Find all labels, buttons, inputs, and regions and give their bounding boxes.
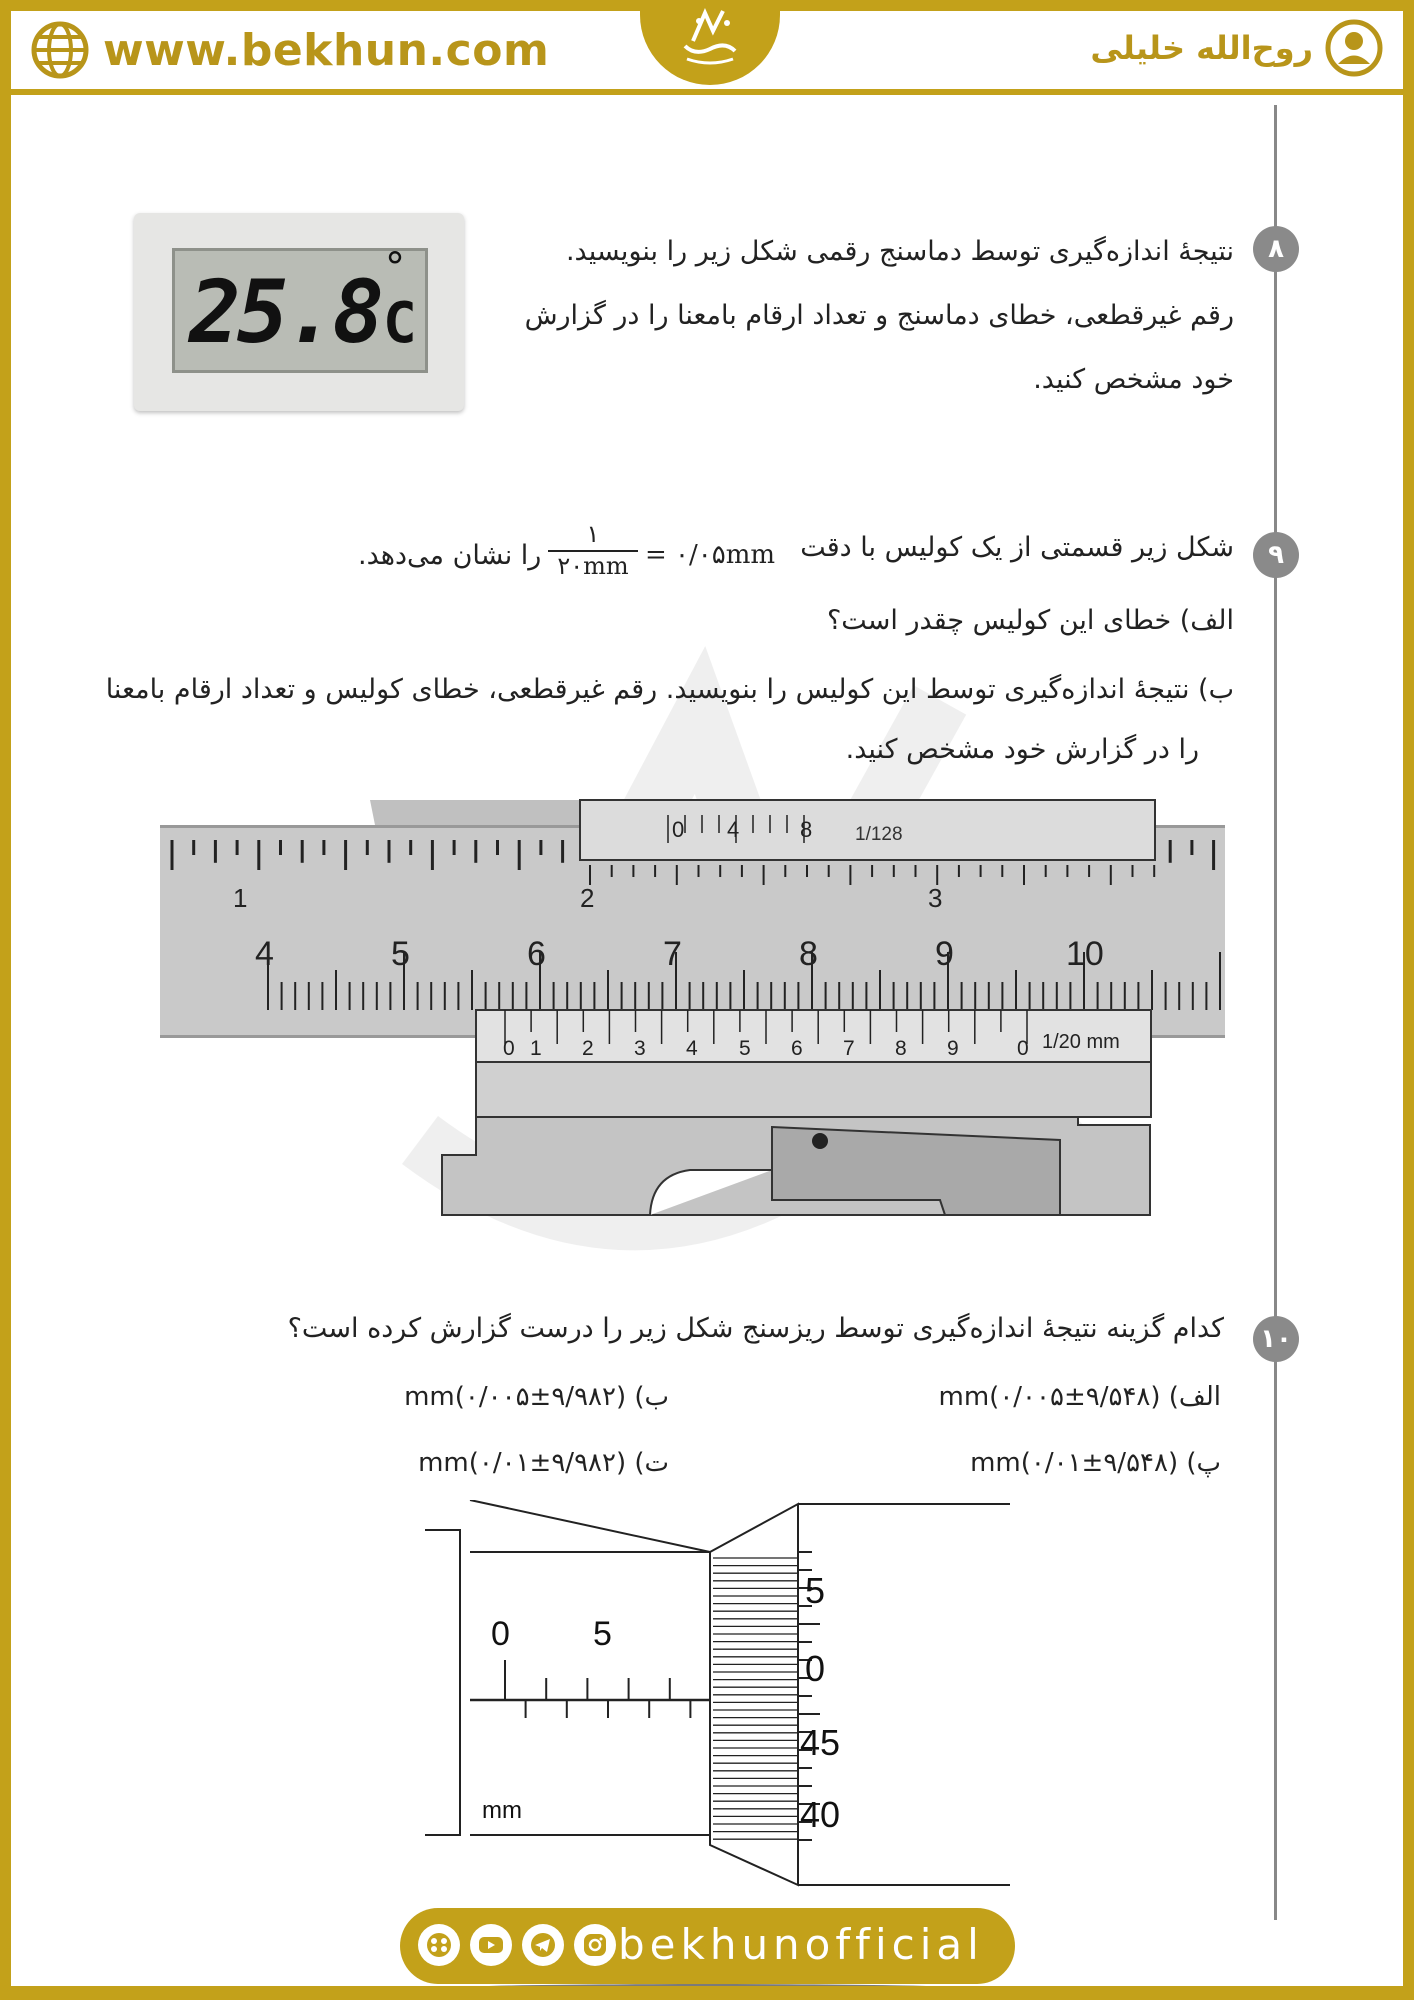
site-link[interactable]	[31, 21, 549, 79]
telegram-icon[interactable]	[522, 1924, 564, 1966]
fraction-denominator: ۲۰mm	[557, 552, 629, 580]
vernier-label-3: 3	[634, 1037, 646, 1060]
instagram-icon[interactable]	[574, 1924, 616, 1966]
thimble-label-0: 0	[805, 1648, 826, 1689]
sleeve-label-5: 5	[593, 1615, 612, 1653]
q9-part-b-line1: ب) نتیجهٔ اندازه‌گیری توسط این کولیس را بنویسید. رقم غیرقطعی، خطای کولیس و تعداد ارقام بامعنا	[105, 674, 1234, 705]
cm-label-10: 10	[1066, 935, 1104, 973]
lcd-reading: 25.8	[189, 263, 381, 363]
sleeve-unit: mm	[482, 1797, 522, 1824]
globe-icon	[31, 21, 89, 79]
footer-bar	[0, 1986, 1414, 2000]
vernier-label-8: 8	[895, 1037, 907, 1060]
vernier-precision-label: 1/20 mm	[1042, 1031, 1120, 1053]
caliper-figure	[160, 795, 1225, 1220]
vernier-label-2: 2	[582, 1037, 594, 1060]
q9-part-b-line2: را در گزارش خود مشخص کنید.	[845, 734, 1199, 765]
thermometer-image	[134, 213, 464, 411]
aparat-icon[interactable]	[418, 1924, 460, 1966]
q9-intro-after: را نشان می‌دهد.	[358, 540, 542, 571]
sleeve-ticks	[505, 1660, 690, 1718]
vernier-label-9: 9	[947, 1037, 959, 1060]
vernier-label-4: 4	[686, 1037, 698, 1060]
vernier-label-5: 5	[739, 1037, 751, 1060]
inch-vernier-8: 8	[800, 817, 813, 842]
cm-label-7: 7	[663, 935, 682, 973]
thimble-label-5: 5	[805, 1570, 826, 1611]
q8-line1: نتیجهٔ اندازه‌گیری توسط دماسنج رقمی شکل زیر را بنویسید.	[565, 236, 1234, 267]
cm-label-8: 8	[799, 935, 818, 973]
cm-label-6: 6	[527, 935, 546, 973]
option-alef[interactable]: الف) (۹/۵۴۸±۰/۰۰۵)mm	[938, 1382, 1221, 1412]
precision-fraction	[548, 520, 638, 580]
youtube-icon[interactable]	[470, 1924, 512, 1966]
thimble-label-40: 40	[800, 1794, 841, 1835]
question-number-9: ۹	[1253, 532, 1299, 578]
option-pe[interactable]: پ) (۹/۵۴۸±۰/۰۱)mm	[970, 1448, 1221, 1478]
inch-vernier-0: 0	[672, 817, 685, 842]
option-be[interactable]: ب) (۹/۹۸۲±۰/۰۰۵)mm	[404, 1382, 669, 1412]
question-number-10: ۱۰	[1253, 1316, 1299, 1362]
vernier-label-6: 6	[791, 1037, 803, 1060]
vernier-label-7: 7	[843, 1037, 855, 1060]
precision-equation: = ۰/۰۵mm	[645, 540, 776, 570]
social-handle[interactable]: bekhunofficial	[618, 1920, 984, 1969]
q8-line2: رقم غیرقطعی، خطای دماسنج و تعداد ارقام بامعنا را در گزارش	[524, 300, 1234, 331]
vernier-label-0: 0	[503, 1037, 515, 1060]
q9-intro-before: شکل زیر قسمتی از یک کولیس با دقت	[800, 532, 1234, 563]
inch-label-1: 1	[233, 883, 248, 913]
q8-line3: خود مشخص کنید.	[1033, 364, 1234, 395]
sleeve-label-0: 0	[491, 1615, 510, 1653]
thimble-label-45: 45	[800, 1722, 841, 1763]
vernier-label-10: 0	[1017, 1037, 1029, 1060]
cm-label-5: 5	[391, 935, 410, 973]
q9-intro	[800, 532, 1234, 563]
cm-label-4: 4	[255, 935, 274, 973]
social-icons	[418, 1924, 616, 1966]
option-te[interactable]: ت) (۹/۹۸۲±۰/۰۱)mm	[418, 1448, 669, 1478]
cm-label-9: 9	[935, 935, 954, 973]
q9-part-a: الف) خطای این کولیس چقدر است؟	[826, 605, 1234, 636]
lcd-unit: C	[383, 291, 417, 356]
inch-vernier-label: 1/128	[855, 824, 903, 845]
lcd-degree: °	[385, 245, 405, 291]
inch-vernier-4: 4	[727, 817, 740, 842]
micrometer-figure	[420, 1500, 1020, 1890]
user-icon	[1325, 19, 1383, 77]
inch-label-2: 2	[580, 883, 595, 913]
inch-label-3: 3	[928, 883, 943, 913]
fraction-numerator: ۱	[548, 520, 638, 552]
question-number-8: ۸	[1253, 226, 1299, 272]
site-url[interactable]: www.bekhun.com	[103, 24, 550, 76]
author	[1090, 19, 1383, 77]
margin-line	[1274, 105, 1277, 1920]
author-name: روح‌الله خلیلی	[1090, 29, 1313, 67]
q8-text	[454, 220, 1234, 412]
q10-question: کدام گزینه نتیجهٔ اندازه‌گیری توسط ریزسنج شکل زیر را درست گزارش کرده است؟	[287, 1313, 1224, 1344]
lcd-screen	[172, 245, 428, 373]
logo-icon	[675, 1, 745, 71]
q9-part-b	[84, 660, 1234, 780]
vernier-label-1: 1	[530, 1037, 542, 1060]
